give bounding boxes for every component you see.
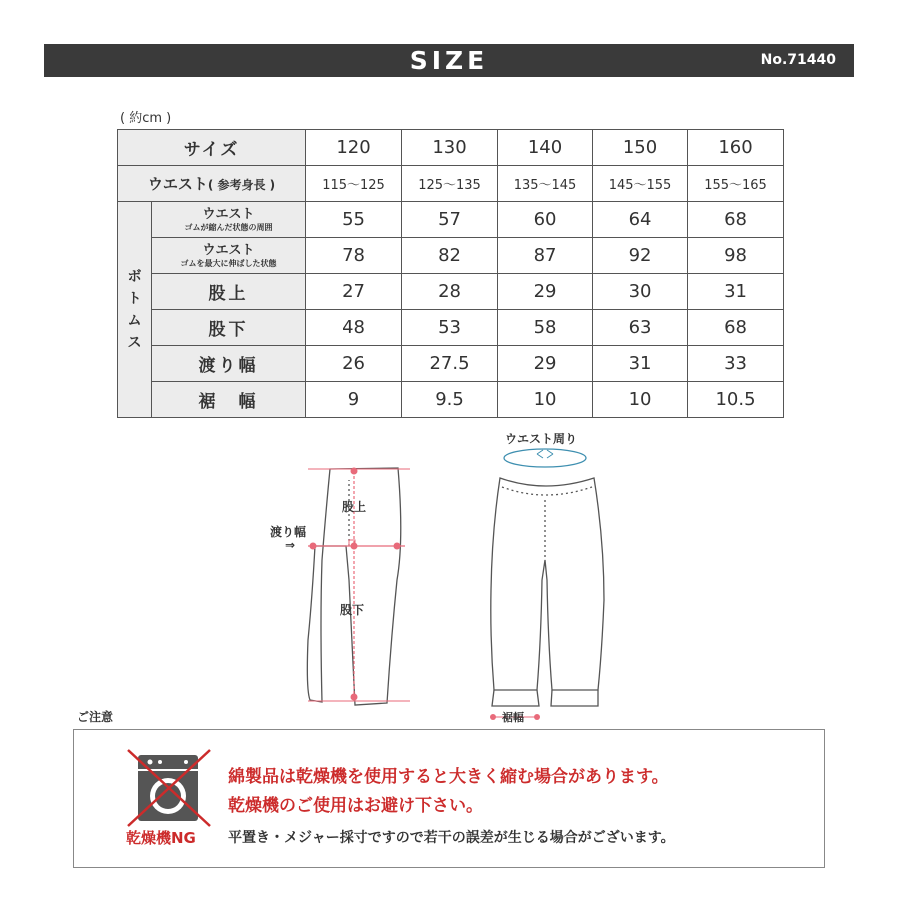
value-cell: 57 [402,202,498,238]
height-label-main: ウエスト [147,175,208,193]
warning-line-2: 乾燥機のご使用はお避け下さい。 [228,796,483,816]
value-cell: 58 [498,310,593,346]
size-cell: 130 [402,130,498,166]
value-cell: 68 [688,202,784,238]
caution-title: ご注意 [77,710,114,724]
height-cell: 135〜145 [498,166,593,202]
bottoms-group-label: ボ ト ム ス [118,202,152,418]
value-cell: 9 [306,382,402,418]
value-cell: 53 [402,310,498,346]
measure-dot [310,543,317,550]
measure-dot [351,468,358,475]
value-cell: 26 [306,346,402,382]
warning-line-1: 綿製品は乾燥機を使用すると大きく縮む場合があります。 [228,767,669,787]
value-cell: 31 [688,274,784,310]
row-label-waist-relaxed: ウエスト ゴムが縮んだ状態の周囲 [152,202,306,238]
measure-dot [394,543,401,550]
value-cell: 9.5 [402,382,498,418]
value-cell: 10.5 [688,382,784,418]
measure-dot [351,694,358,701]
value-cell: 87 [498,238,593,274]
value-cell: 98 [688,238,784,274]
value-cell: 27 [306,274,402,310]
height-cell: 115〜125 [306,166,402,202]
waist-label: ウエスト周り [505,432,578,446]
value-cell: 63 [593,310,688,346]
waist-measure-ring [504,449,586,467]
value-cell: 64 [593,202,688,238]
height-cell: 145〜155 [593,166,688,202]
measure-dot [490,714,496,720]
rise-label: 股上 [342,500,367,514]
measurement-note: 平置き・メジャー採寸ですので若干の誤差が生じる場合がございます。 [228,830,675,846]
value-cell: 29 [498,346,593,382]
value-cell: 28 [402,274,498,310]
row-label-waist-stretched: ウエスト ゴムを最大に伸ばした状態 [152,238,306,274]
inseam-label: 股下 [340,603,365,617]
unit-label: ( 約cm ) [120,111,172,126]
value-cell: 27.5 [402,346,498,382]
value-cell: 48 [306,310,402,346]
thigh-label: 渡り幅 [270,525,307,539]
size-cell: 150 [593,130,688,166]
height-label-paren: ( 参考身長 ) [207,178,276,192]
size-cell: 120 [306,130,402,166]
value-cell: 60 [498,202,593,238]
size-cell: 160 [688,130,784,166]
thigh-arrow: ⇒ [285,538,296,552]
row-label-thigh: 渡り幅 [152,346,306,382]
value-cell: 92 [593,238,688,274]
front-view-pants [491,478,604,706]
value-cell: 78 [306,238,402,274]
size-label: サイズ [118,130,306,166]
value-cell: 29 [498,274,593,310]
measure-dot [534,714,540,720]
value-cell: 33 [688,346,784,382]
height-cell: 125〜135 [402,166,498,202]
value-cell: 55 [306,202,402,238]
value-cell: 82 [402,238,498,274]
size-title: SIZE [409,46,489,75]
height-cell: 155〜165 [688,166,784,202]
size-cell: 140 [498,130,593,166]
value-cell: 31 [593,346,688,382]
hem-label: 裾幅 [502,711,524,724]
value-cell: 10 [593,382,688,418]
value-cell: 68 [688,310,784,346]
value-cell: 30 [593,274,688,310]
row-label-hem: 裾 幅 [152,382,306,418]
value-cell: 10 [498,382,593,418]
row-label-inseam: 股下 [152,310,306,346]
dryer-ng-label: 乾燥機NG [126,829,196,847]
product-number: No.71440 [760,52,836,68]
waist-arrows-icon [537,450,553,458]
row-label-rise: 股上 [152,274,306,310]
